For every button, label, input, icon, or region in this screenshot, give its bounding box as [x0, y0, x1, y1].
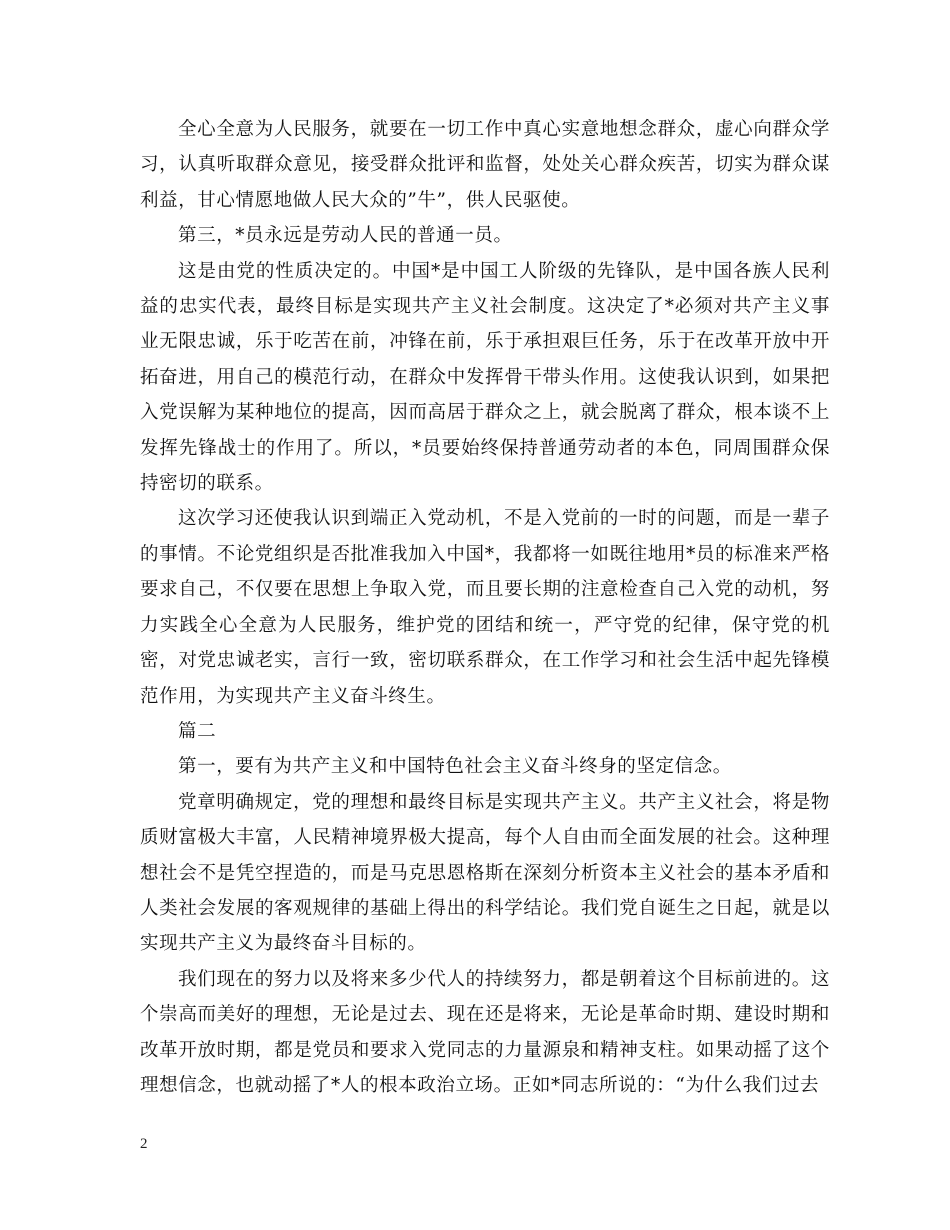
- section-heading: 篇二: [178, 720, 217, 742]
- paragraph: 全心全意为人民服务，就要在一切工作中真心实意地想念群众，虚心向群众学习，认真听取群众意见，接受群众批评和监督，处处关心群众疾苦，切实为群众谋利益，甘心情愿地做人民大众的”牛”，供人民驱使。: [140, 119, 830, 211]
- paragraph: 党章明确规定，党的理想和最终目标是实现共产主义。共产主义社会，将是物质财富极大丰富，人民精神境界极大提高，每个人自由而全面发展的社会。这种理想社会不是凭空捏造的，而是马克思恩格斯在深刻分析资本主义社会的基本矛盾和人类社会发展的客观规律的基础上得出的科学结论。我们党自诞生之日起，就是以实现共产主义为最终奋斗目标的。: [140, 791, 830, 955]
- paragraph: 这是由党的性质决定的。中国*是中国工人阶级的先锋队，是中国各族人民利益的忠实代表，最终目标是实现共产主义社会制度。这决定了*必须对共产主义事业无限忠诚，乐于吃苦在前，冲锋在前，乐于承担艰巨任务，乐于在改革开放中开拓奋进，用自己的模范行动，在群众中发挥骨干带头作用。这使我认识到，如果把入党误解为某种地位的提高，因而高居于群众之上，就会脱离了群众，根本谈不上发挥先锋战士的作用了。所以，*员要始终保持普通劳动者的本色，同周围群众保持密切的联系。: [140, 260, 830, 495]
- paragraph: 这次学习还使我认识到端正入党动机，不是入党前的一时的问题，而是一辈子的事情。不论党组织是否批准我加入中国*，我都将一如既往地用*员的标准来严格要求自己，不仅要在思想上争取入党，而且要长期的注意检查自己入党的动机，努力实践全心全意为人民服务，维护党的团结和统一，严守党的纪律，保守党的机密，对党忠诚老实，言行一致，密切联系群众，在工作学习和社会生活中起先锋模范作用，为实现共产主义奋斗终生。: [140, 508, 830, 707]
- paragraph: 第一，要有为共产主义和中国特色社会主义奋斗终身的坚定信念。: [178, 756, 732, 778]
- document-body: [140, 112, 830, 1103]
- page-number: 2: [140, 1136, 148, 1152]
- paragraph: 我们现在的努力以及将来多少代人的持续努力，都是朝着这个目标前进的。这个崇高而美好的理想，无论是过去、现在还是将来，无论是革命时期、建设时期和改革开放时期，都是党员和要求入党同志的力量源泉和精神支柱。如果动摇了这个理想信念，也就动摇了*人的根本政治立场。正如*同志所说的：“为什么我们过去: [140, 968, 830, 1096]
- paragraph: 第三，*员永远是劳动人民的普通一员。: [178, 225, 513, 247]
